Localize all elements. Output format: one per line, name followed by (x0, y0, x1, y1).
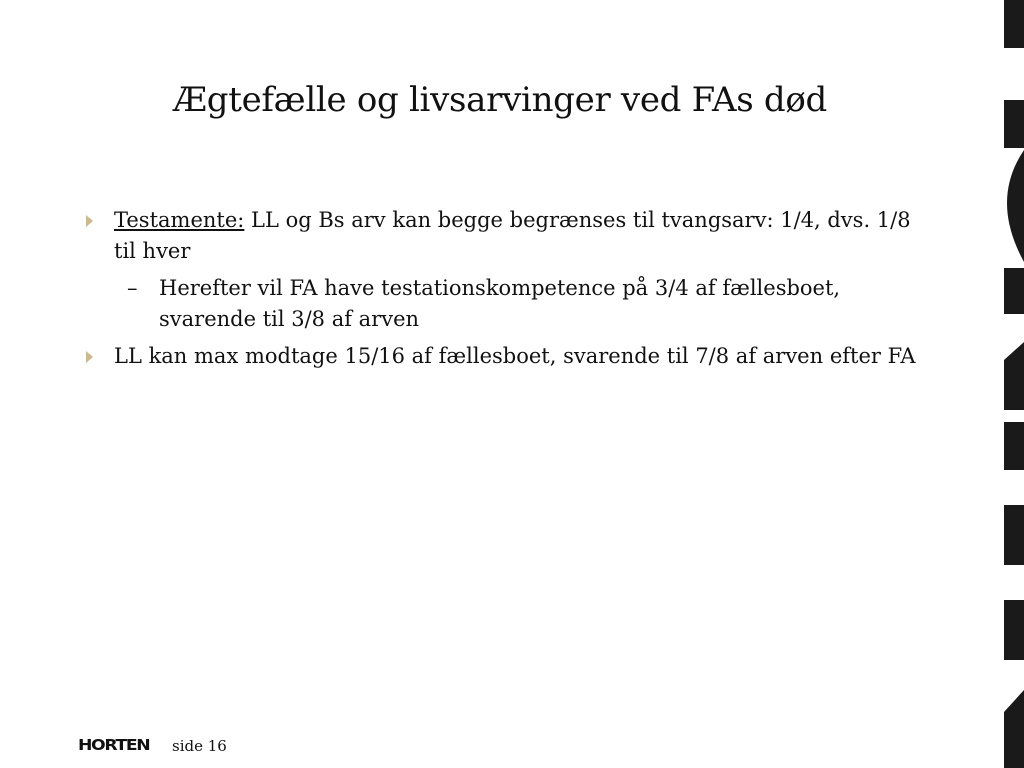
slide-content (82, 205, 932, 378)
bullet-1-text: LL og Bs arv kan begge begrænses til tvangsarv: 1/4, dvs. 1/8 til hver (114, 208, 911, 263)
triangle-bullet-icon (86, 215, 93, 227)
bullet-1-label: Testamente: (114, 208, 245, 232)
page-number: side 16 (172, 737, 227, 755)
bullet-item-1 (82, 205, 932, 267)
slide-title: Ægtefælle og livsarvinger ved FAs død (173, 80, 827, 120)
horten-logo: HORTEN (78, 736, 150, 754)
bullet-item-2 (82, 341, 932, 372)
sub-bullet-item-1 (82, 273, 932, 335)
triangle-bullet-icon (86, 351, 93, 363)
sub-bullet-1-text: Herefter vil FA have testationskompetence på 3/4 af fællesboet, svarende til 3/8 af arven (159, 276, 841, 331)
decorative-side-band (1000, 0, 1024, 768)
bullet-2-text: LL kan max modtage 15/16 af fællesboet, svarende til 7/8 af arven efter FA (114, 344, 916, 368)
dash-bullet-icon: – (127, 276, 138, 300)
